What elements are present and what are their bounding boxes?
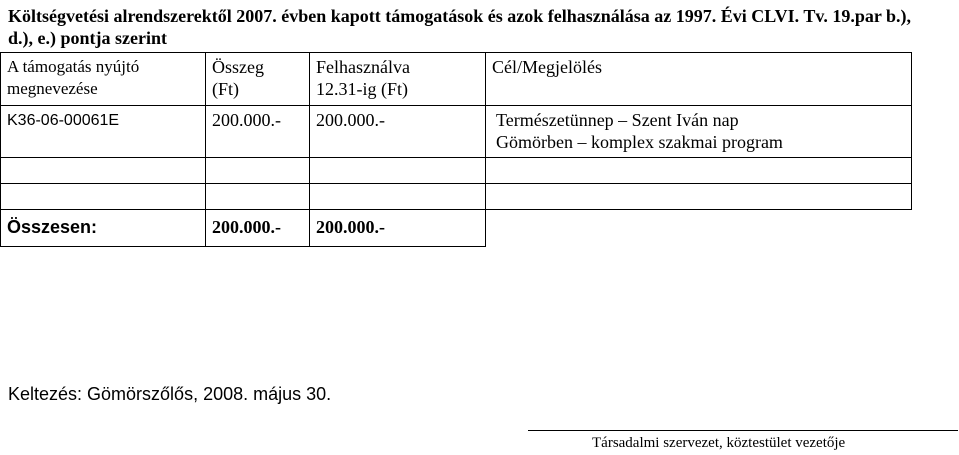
empty-cell [1, 184, 206, 210]
total-empty-cell [486, 210, 912, 247]
cell-provider-code: K36-06-00061E [1, 106, 206, 158]
header-amount-line2: (Ft) [212, 79, 239, 99]
header-used [310, 53, 486, 106]
empty-cell [206, 184, 310, 210]
cell-purpose-line2: Gömörben – komplex szakmai program [496, 132, 783, 152]
grants-table [0, 52, 912, 247]
empty-cell [486, 158, 912, 184]
total-amount: 200.000.- [206, 210, 310, 247]
header-purpose [486, 53, 912, 106]
cell-amount: 200.000.- [206, 106, 310, 158]
header-amount-line1: Összeg [212, 57, 264, 77]
table-row [1, 106, 912, 158]
header-provider-line1: A támogatás nyújtó [7, 57, 140, 76]
signature-label: Társadalmi szervezet, köztestület vezetője [592, 435, 846, 451]
empty-cell [486, 184, 912, 210]
cell-used: 200.000.- [310, 106, 486, 158]
date-line: Keltezés: Gömörszőlős, 2008. május 30. [8, 384, 332, 404]
total-used: 200.000.- [310, 210, 486, 247]
signature-line [528, 430, 958, 431]
document-heading: Költségvetési alrendszerektől 2007. évben kapott támogatások és azok felhasználása az 1997. Évi CLVI. Tv. 19.par b.), d.), e.) pontja szerint [8, 6, 912, 48]
header-provider-line2: megnevezése [7, 79, 98, 98]
cell-purpose-line1: Természetünnep – Szent Iván nap [496, 110, 739, 130]
cell-purpose [486, 106, 912, 158]
header-used-line1: Felhasználva [316, 57, 410, 77]
table-row-empty [1, 184, 912, 210]
empty-cell [310, 184, 486, 210]
empty-cell [206, 158, 310, 184]
total-label: Összesen: [1, 210, 206, 247]
header-amount [206, 53, 310, 106]
table-header-row [1, 53, 912, 106]
empty-cell [1, 158, 206, 184]
header-provider [1, 53, 206, 106]
empty-cell [310, 158, 486, 184]
header-purpose-label: Cél/Megjelölés [492, 57, 602, 77]
table-total-row [1, 210, 912, 247]
table-row-empty [1, 158, 912, 184]
header-used-line2: 12.31-ig (Ft) [316, 79, 408, 99]
